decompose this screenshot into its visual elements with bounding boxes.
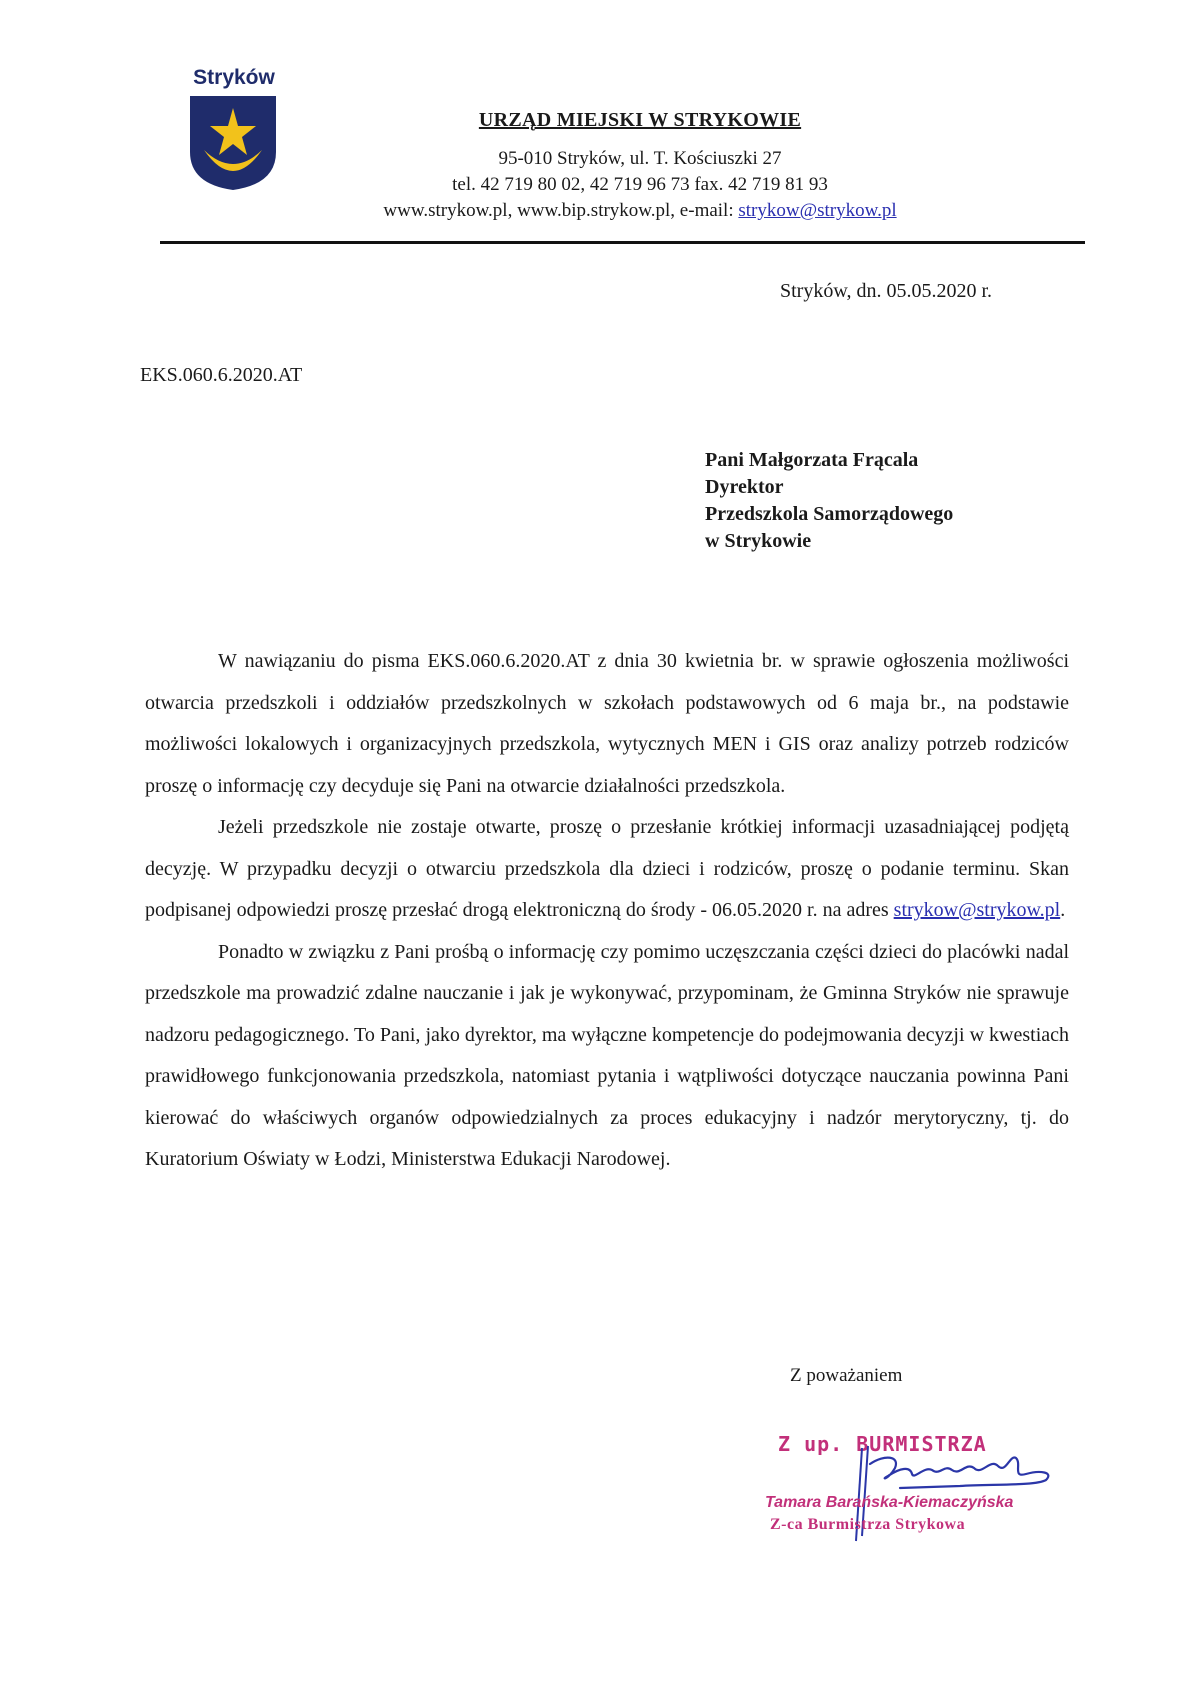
body-paragraph-2	[145, 807, 1069, 932]
recipient-title: Dyrektor	[705, 476, 784, 498]
body-paragraph-3: Ponadto w związku z Pani prośbą o informację czy pomimo uczęszczania części dzieci do placówki nadal przedszkole ma prowadzić zdalne nauczanie i jak je wykonywać, przypominam, że Gminna Stryków nie sprawuje nadzoru pedagogicznego. To Pani, jako dyrektor, ma wyłączne kompetencje do podejmowania decyzji w kwestiach prawidłowego funkcjonowania przedszkola, natomiast pytania i wątpliwości dotyczące nauczania powinna Pani kierować do właściwych organów odpowiedzialnych za proces edukacyjny i nadzór merytoryczny, tj. do Kuratorium Oświaty w Łodzi, Ministerstwa Edukacji Narodowej.	[145, 940, 1069, 1170]
letterhead-divider	[160, 241, 1085, 244]
recipient-block	[705, 447, 953, 555]
recipient-location: w Strykowie	[705, 530, 812, 552]
body-paragraph-1: W nawiązaniu do pisma EKS.060.6.2020.AT z dnia 30 kwietnia br. w sprawie ogłoszenia możliwości otwarcia przedszkoli i oddziałów przedszkolnych w szkołach podstawowych od 6 maja br., na podstawie możliwości lokalowych i organizacyjnych przedszkola, wytycznych MEN i GIS oraz analizy potrzeb rodziców proszę o informację czy decyduje się Pani na otwarcie działalności przedszkola.	[145, 650, 1069, 797]
recipient-name: Pani Małgorzata Frącala	[705, 449, 919, 471]
recipient-institution: Przedszkola Samorządowego	[705, 503, 954, 525]
stamp-signatory-name: Tamara Barańska-Kiemaczyńska	[765, 1494, 1014, 1511]
star-and-crescent-icon	[188, 94, 278, 192]
stamp-signatory-title: Z-ca Burmistrza Strykowa	[770, 1516, 966, 1533]
office-websites: www.strykow.pl, www.bip.strykow.pl, e-mail:	[383, 200, 739, 221]
letter-body	[145, 641, 1069, 1181]
paragraph-2-end: .	[1060, 899, 1066, 921]
office-web	[290, 200, 990, 222]
coat-of-arms	[184, 66, 284, 192]
stamp-authorization: Z up. BURMISTRZA	[778, 1432, 987, 1456]
closing-salutation: Z poważaniem	[790, 1365, 903, 1386]
date-line: Stryków, dn. 05.05.2020 r.	[780, 280, 993, 302]
reference-number: EKS.060.6.2020.AT	[140, 364, 303, 386]
paragraph-2-text: Jeżeli przedszkole nie zostaje otwarte, proszę o przesłanie krótkiej informacji uzasadniającej podjętą decyzję. W przypadku decyzji o otwarciu przedszkola dla dzieci i rodziców, proszę o podanie terminu. Skan podpisanej odpowiedzi proszę przesłać drogą elektroniczną do środy - 06.05.2020 r. na adres	[145, 816, 1069, 921]
office-address: 95-010 Stryków, ul. T. Kościuszki 27	[498, 148, 782, 169]
crest-label: Stryków	[193, 66, 275, 89]
office-email-link[interactable]: strykow@strykow.pl	[738, 200, 897, 221]
office-name: URZĄD MIEJSKI W STRYKOWIE	[478, 109, 802, 131]
body-email-link[interactable]: strykow@strykow.pl	[893, 899, 1061, 921]
office-phones: tel. 42 719 80 02, 42 719 96 73 fax. 42 719 81 93	[452, 174, 828, 195]
